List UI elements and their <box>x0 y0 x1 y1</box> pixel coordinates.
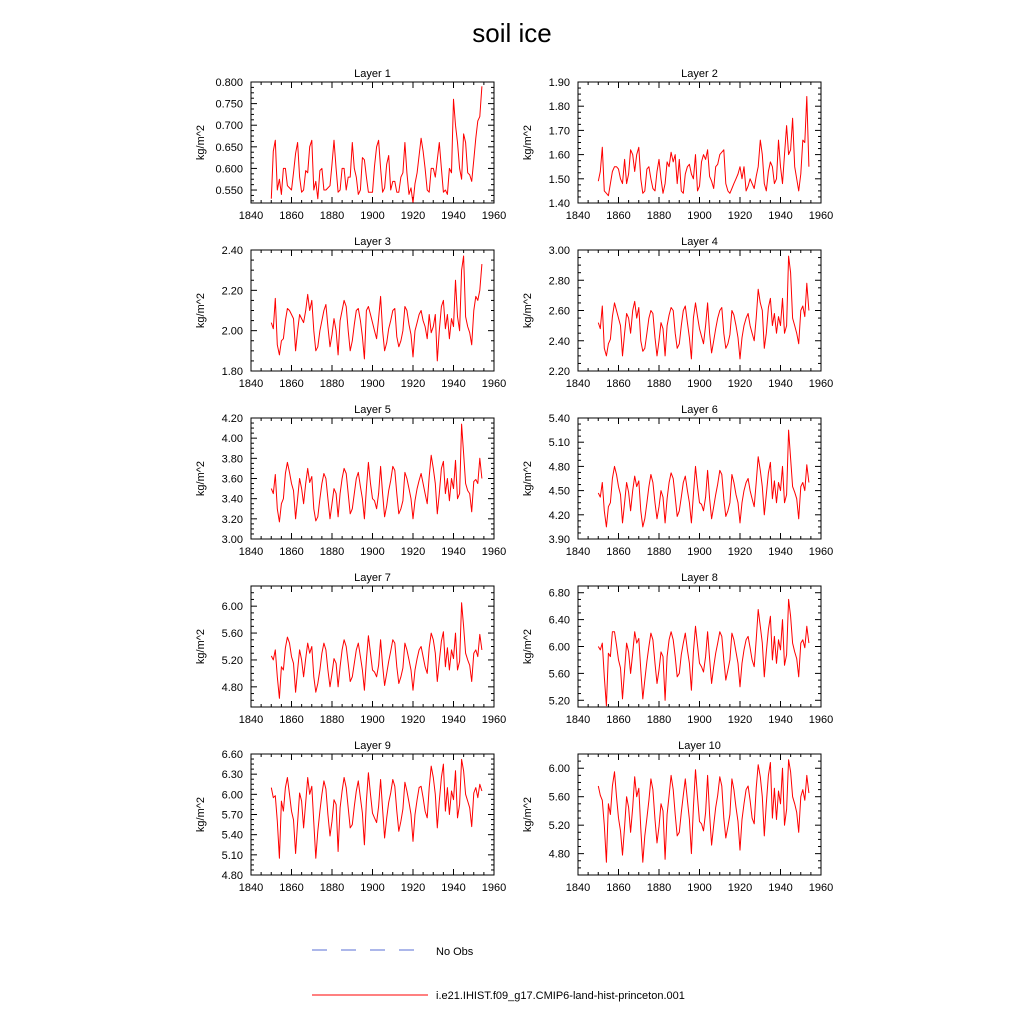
panel-layer-3 <box>195 236 506 390</box>
x-tick-label: 1940 <box>441 546 466 558</box>
x-tick-label: 1860 <box>606 714 631 726</box>
x-tick-label: 1920 <box>727 882 753 894</box>
legend <box>312 946 685 1002</box>
x-tick-label: 1940 <box>768 210 793 222</box>
x-tick-label: 1880 <box>319 882 345 894</box>
x-tick-label: 1960 <box>808 546 834 558</box>
panel-title: Layer 3 <box>354 236 391 248</box>
y-tick-label: 1.70 <box>548 125 570 138</box>
x-tick-label: 1840 <box>565 210 591 222</box>
x-tick-label: 1840 <box>238 378 264 390</box>
y-tick-label: 6.00 <box>221 601 243 614</box>
y-tick-label: 5.20 <box>548 820 570 833</box>
y-tick-label: 5.20 <box>548 695 570 708</box>
series-line-layer-1 <box>271 86 482 203</box>
panel-title: Layer 2 <box>681 68 718 80</box>
y-tick-label: 0.650 <box>215 141 243 154</box>
x-tick-label: 1880 <box>646 882 672 894</box>
x-tick-label: 1860 <box>279 546 304 558</box>
y-tick-label: 4.80 <box>221 870 243 882</box>
y-tick-label: 0.550 <box>215 185 243 198</box>
y-tick-label: 5.60 <box>221 628 243 641</box>
y-tick-label: 6.00 <box>221 789 243 802</box>
x-tick-label: 1840 <box>238 546 264 558</box>
y-tick-label: 2.20 <box>548 366 570 378</box>
x-tick-label: 1880 <box>319 546 345 558</box>
x-tick-label: 1920 <box>400 378 426 390</box>
series-line-layer-7 <box>271 603 482 699</box>
y-tick-label: 0.800 <box>215 77 243 89</box>
panel-layer-10 <box>522 740 833 894</box>
y-tick-label: 2.80 <box>548 275 570 288</box>
series-line-layer-2 <box>598 97 809 196</box>
panel-title: Layer 6 <box>681 404 718 416</box>
x-tick-label: 1840 <box>565 882 591 894</box>
y-tick-label: 2.40 <box>548 335 570 348</box>
y-tick-label: 4.20 <box>548 509 570 522</box>
panel-layer-4 <box>522 236 833 390</box>
x-tick-label: 1920 <box>400 546 426 558</box>
y-tick-label: 2.60 <box>548 305 570 318</box>
x-tick-label: 1840 <box>565 714 591 726</box>
x-tick-label: 1940 <box>441 378 466 390</box>
y-tick-label: 5.40 <box>548 413 570 425</box>
x-tick-label: 1900 <box>360 378 385 390</box>
series-line-layer-6 <box>598 430 809 527</box>
panel-layer-8 <box>522 572 833 726</box>
x-tick-label: 1960 <box>481 546 507 558</box>
y-tick-label: 5.20 <box>221 654 243 667</box>
x-tick-label: 1840 <box>565 378 591 390</box>
x-tick-label: 1960 <box>481 714 507 726</box>
panel-title: Layer 10 <box>678 740 721 752</box>
x-tick-label: 1940 <box>768 714 793 726</box>
y-axis-label: kg/m^2 <box>195 460 207 497</box>
x-tick-label: 1860 <box>606 882 631 894</box>
panel-title: Layer 7 <box>354 572 391 584</box>
panel-title: Layer 8 <box>681 572 718 584</box>
y-tick-label: 0.750 <box>215 98 243 111</box>
x-tick-label: 1920 <box>400 714 426 726</box>
panel-layer-9 <box>195 740 506 894</box>
x-tick-label: 1960 <box>808 882 834 894</box>
x-tick-label: 1920 <box>727 714 753 726</box>
panel-layer-2 <box>522 68 833 222</box>
y-axis-label: kg/m^2 <box>522 460 534 497</box>
series-line-layer-4 <box>598 256 809 359</box>
plot-frame <box>578 418 821 539</box>
x-tick-label: 1880 <box>319 714 345 726</box>
x-tick-label: 1880 <box>319 378 345 390</box>
x-tick-label: 1960 <box>481 378 507 390</box>
x-tick-label: 1900 <box>687 210 712 222</box>
series-line-layer-9 <box>271 759 482 858</box>
plot-frame <box>251 586 494 707</box>
x-tick-label: 1960 <box>808 210 834 222</box>
y-tick-label: 6.30 <box>221 769 243 782</box>
plot-frame <box>578 250 821 371</box>
y-tick-label: 1.60 <box>548 149 570 162</box>
y-tick-label: 1.80 <box>221 366 243 378</box>
x-tick-label: 1960 <box>808 378 834 390</box>
panel-title: Layer 5 <box>354 404 391 416</box>
x-tick-label: 1880 <box>319 210 345 222</box>
x-tick-label: 1840 <box>238 210 264 222</box>
panel-layer-5 <box>195 404 506 558</box>
y-tick-label: 3.60 <box>221 473 243 486</box>
series-line-layer-5 <box>271 424 482 522</box>
y-axis-label: kg/m^2 <box>195 292 207 329</box>
y-axis-label: kg/m^2 <box>522 124 534 161</box>
x-tick-label: 1940 <box>441 210 466 222</box>
x-tick-label: 1920 <box>727 546 753 558</box>
x-tick-label: 1860 <box>279 882 304 894</box>
panel-title: Layer 1 <box>354 68 391 80</box>
y-tick-label: 3.90 <box>548 534 570 546</box>
x-tick-label: 1960 <box>481 210 507 222</box>
y-tick-label: 4.00 <box>221 433 243 446</box>
panel-layer-7 <box>195 572 506 726</box>
x-tick-label: 1840 <box>238 882 264 894</box>
y-tick-label: 0.700 <box>215 120 243 133</box>
panel-title: Layer 4 <box>681 236 718 248</box>
x-tick-label: 1900 <box>687 378 712 390</box>
y-tick-label: 6.80 <box>548 587 570 600</box>
panel-layer-1 <box>195 68 506 222</box>
x-tick-label: 1860 <box>279 378 304 390</box>
y-axis-label: kg/m^2 <box>195 628 207 665</box>
x-tick-label: 1880 <box>646 714 672 726</box>
x-tick-label: 1900 <box>687 882 712 894</box>
legend-model-label: i.e21.IHIST.f09_g17.CMIP6-land-hist-princeton.001 <box>436 990 685 1002</box>
x-tick-label: 1840 <box>565 546 591 558</box>
y-tick-label: 5.70 <box>221 809 243 822</box>
y-tick-label: 4.50 <box>548 485 570 498</box>
x-tick-label: 1920 <box>400 882 426 894</box>
x-tick-label: 1960 <box>808 714 834 726</box>
y-tick-label: 5.40 <box>221 829 243 842</box>
figure-title: soil ice <box>472 18 552 48</box>
y-tick-label: 0.600 <box>215 163 243 176</box>
plot-frame <box>578 586 821 707</box>
x-tick-label: 1920 <box>727 378 753 390</box>
x-tick-label: 1940 <box>768 378 793 390</box>
legend-no-obs-label: No Obs <box>436 946 474 958</box>
y-tick-label: 1.90 <box>548 77 570 89</box>
panel-title: Layer 9 <box>354 740 391 752</box>
y-tick-label: 1.50 <box>548 173 570 186</box>
y-tick-label: 4.80 <box>548 461 570 474</box>
x-tick-label: 1940 <box>441 714 466 726</box>
series-line-layer-10 <box>598 760 809 863</box>
x-tick-label: 1920 <box>400 210 426 222</box>
y-tick-label: 5.10 <box>221 849 243 862</box>
y-axis-label: kg/m^2 <box>522 796 534 833</box>
x-tick-label: 1860 <box>606 378 631 390</box>
x-tick-label: 1960 <box>481 882 507 894</box>
y-tick-label: 5.10 <box>548 437 570 450</box>
y-tick-label: 2.00 <box>221 325 243 338</box>
y-tick-label: 6.60 <box>221 749 243 761</box>
y-axis-label: kg/m^2 <box>195 124 207 161</box>
x-tick-label: 1860 <box>606 210 631 222</box>
y-tick-label: 3.20 <box>221 513 243 526</box>
y-tick-label: 2.20 <box>221 285 243 298</box>
x-tick-label: 1900 <box>360 882 385 894</box>
x-tick-label: 1900 <box>687 546 712 558</box>
y-axis-label: kg/m^2 <box>522 628 534 665</box>
x-tick-label: 1880 <box>646 378 672 390</box>
y-tick-label: 2.40 <box>221 245 243 257</box>
y-tick-label: 3.80 <box>221 453 243 466</box>
y-tick-label: 1.40 <box>548 198 570 210</box>
x-tick-label: 1880 <box>646 210 672 222</box>
y-tick-label: 6.00 <box>548 763 570 776</box>
y-tick-label: 6.00 <box>548 641 570 654</box>
y-tick-label: 4.80 <box>548 848 570 861</box>
x-tick-label: 1860 <box>606 546 631 558</box>
series-line-layer-8 <box>598 599 809 705</box>
y-tick-label: 3.00 <box>548 245 570 257</box>
y-axis-label: kg/m^2 <box>195 796 207 833</box>
y-tick-label: 1.80 <box>548 101 570 114</box>
x-tick-label: 1900 <box>360 546 385 558</box>
x-tick-label: 1900 <box>360 210 385 222</box>
x-tick-label: 1900 <box>687 714 712 726</box>
plot-frame <box>251 418 494 539</box>
y-tick-label: 5.60 <box>548 791 570 804</box>
x-tick-label: 1900 <box>360 714 385 726</box>
x-tick-label: 1940 <box>441 882 466 894</box>
x-tick-label: 1940 <box>768 546 793 558</box>
y-tick-label: 4.20 <box>221 413 243 425</box>
y-axis-label: kg/m^2 <box>522 292 534 329</box>
panel-grid <box>195 68 833 894</box>
x-tick-label: 1920 <box>727 210 753 222</box>
x-tick-label: 1880 <box>646 546 672 558</box>
y-tick-label: 3.40 <box>221 493 243 506</box>
y-tick-label: 3.00 <box>221 534 243 546</box>
y-tick-label: 6.40 <box>548 614 570 627</box>
y-tick-label: 5.60 <box>548 668 570 681</box>
x-tick-label: 1840 <box>238 714 264 726</box>
x-tick-label: 1860 <box>279 714 304 726</box>
y-tick-label: 4.80 <box>221 681 243 694</box>
x-tick-label: 1860 <box>279 210 304 222</box>
panel-layer-6 <box>522 404 833 558</box>
series-line-layer-3 <box>271 256 482 361</box>
x-tick-label: 1940 <box>768 882 793 894</box>
